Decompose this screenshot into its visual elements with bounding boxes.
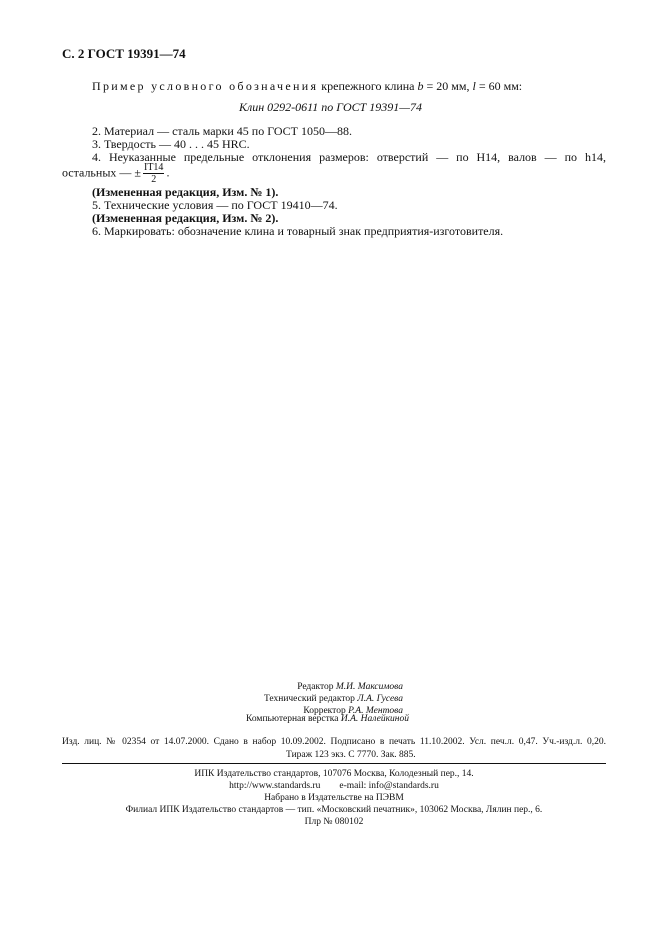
divider bbox=[62, 763, 606, 764]
item-technical-conditions: 5. Технические условия — по ГОСТ 19410—74. bbox=[92, 198, 338, 212]
fraction-numerator: IT14 bbox=[143, 162, 164, 173]
item-hardness: 3. Твердость — 40 . . . 45 HRC. bbox=[92, 137, 250, 151]
tolerance-suffix: . bbox=[166, 165, 170, 180]
credits-block bbox=[264, 681, 403, 717]
page-header: С. 2 ГОСТ 19391—74 bbox=[62, 46, 186, 61]
value-b: = 20 мм, bbox=[423, 79, 473, 93]
tolerance-fraction bbox=[143, 162, 164, 185]
tolerance-prefix: остальных — ± bbox=[62, 165, 141, 180]
publisher-typeset: Набрано в Издательстве на ПЭВМ bbox=[264, 793, 404, 803]
designation-example: Клин 0292-0611 по ГОСТ 19391—74 bbox=[239, 100, 422, 114]
change-note-2: (Измененная редакция, Изм. № 2). bbox=[92, 211, 279, 225]
imprint-line-1: Изд. лиц. № 02354 от 14.07.2000. Сдано в набор 10.09.2002. Подписано в печать 11.10.2002. Усл. печ.л. 0,47. Уч.-изд.л. 0,20. bbox=[62, 737, 606, 747]
credit-layout: Компьютерная верстка И.А. Налейкиной bbox=[246, 714, 409, 724]
example-line bbox=[92, 79, 522, 93]
imprint-line-2: Тираж 123 экз. С 7770. Зак. 885. bbox=[286, 750, 416, 760]
item-marking: 6. Маркировать: обозначение клина и товарный знак предприятия-изготовителя. bbox=[92, 224, 504, 238]
item-material: 2. Материал — сталь марки 45 по ГОСТ 1050—88. bbox=[92, 124, 353, 138]
publisher-branch: Филиал ИПК Издательство стандартов — тип. «Московский печатник», 103062 Москва, Лялин пер., 6. bbox=[125, 805, 543, 815]
var-l: l bbox=[472, 79, 476, 93]
credit-editor: Редактор М.И. Максимова bbox=[297, 682, 403, 692]
example-spaced-label: Пример условного обозначения bbox=[92, 79, 319, 93]
example-text: крепежного клина bbox=[318, 79, 418, 93]
var-b: b bbox=[417, 79, 424, 93]
change-note-1: (Измененная редакция, Изм. № 1). bbox=[92, 185, 279, 199]
credit-corrector: Корректор Р.А. Ментова bbox=[303, 706, 403, 716]
publisher-license: Плр № 080102 bbox=[304, 817, 364, 827]
item-tolerances-cont bbox=[62, 162, 169, 185]
publisher-address: ИПК Издательство стандартов, 107076 Москва, Колодезный пер., 14. bbox=[194, 769, 474, 779]
credit-tech-editor: Технический редактор Л.А. Гусева bbox=[263, 694, 403, 704]
value-l: = 60 мм: bbox=[475, 79, 523, 93]
fraction-denominator: 2 bbox=[151, 174, 157, 185]
publisher-block bbox=[62, 768, 606, 828]
publisher-contacts: http://www.standards.ru e-mail: info@standards.ru bbox=[229, 781, 439, 791]
item-tolerances: 4. Неуказанные предельные отклонения размеров: отверстий — по Н14, валов — по h14, bbox=[92, 150, 606, 164]
